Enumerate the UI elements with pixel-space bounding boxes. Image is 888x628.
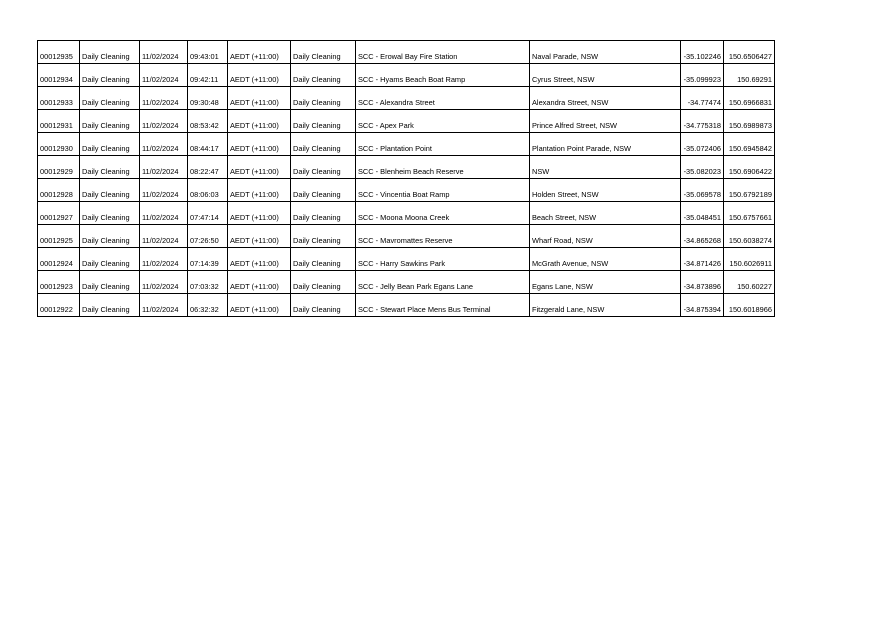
address-cell: Naval Parade, NSW [530,41,681,64]
time-cell: 09:30:48 [188,87,228,110]
category-cell: Daily Cleaning [80,248,140,271]
location-name-cell: SCC - Mavromattes Reserve [356,225,530,248]
category-cell: Daily Cleaning [80,225,140,248]
table-row [38,202,775,225]
task-cell: Daily Cleaning [291,271,356,294]
latitude-cell: -35.099923 [681,64,724,87]
location-name-cell: SCC - Stewart Place Mens Bus Terminal [356,294,530,317]
longitude-cell: 150.6966831 [724,87,775,110]
task-cell: Daily Cleaning [291,294,356,317]
category-cell: Daily Cleaning [80,110,140,133]
longitude-cell: 150.6989873 [724,110,775,133]
record-id-cell: 00012925 [38,225,80,248]
task-cell: Daily Cleaning [291,179,356,202]
location-name-cell: SCC - Jelly Bean Park Egans Lane [356,271,530,294]
time-cell: 08:06:03 [188,179,228,202]
table-row [38,110,775,133]
address-cell: Egans Lane, NSW [530,271,681,294]
category-cell: Daily Cleaning [80,179,140,202]
date-cell: 11/02/2024 [140,110,188,133]
category-cell: Daily Cleaning [80,271,140,294]
table-row [38,87,775,110]
task-cell: Daily Cleaning [291,110,356,133]
table-row [38,248,775,271]
task-cell: Daily Cleaning [291,41,356,64]
timezone-cell: AEDT (+11:00) [228,248,291,271]
location-name-cell: SCC - Blenheim Beach Reserve [356,156,530,179]
address-cell: NSW [530,156,681,179]
record-id-cell: 00012922 [38,294,80,317]
record-id-cell: 00012928 [38,179,80,202]
time-cell: 09:43:01 [188,41,228,64]
record-id-cell: 00012934 [38,64,80,87]
timezone-cell: AEDT (+11:00) [228,179,291,202]
longitude-cell: 150.6945842 [724,133,775,156]
latitude-cell: -34.775318 [681,110,724,133]
time-cell: 08:22:47 [188,156,228,179]
latitude-cell: -34.871426 [681,248,724,271]
date-cell: 11/02/2024 [140,225,188,248]
longitude-cell: 150.69291 [724,64,775,87]
date-cell: 11/02/2024 [140,294,188,317]
latitude-cell: -35.072406 [681,133,724,156]
latitude-cell: -35.048451 [681,202,724,225]
address-cell: Wharf Road, NSW [530,225,681,248]
timezone-cell: AEDT (+11:00) [228,64,291,87]
longitude-cell: 150.6026911 [724,248,775,271]
table-row [38,156,775,179]
date-cell: 11/02/2024 [140,41,188,64]
time-cell: 07:47:14 [188,202,228,225]
table-row [38,225,775,248]
table-row [38,64,775,87]
record-id-cell: 00012929 [38,156,80,179]
timezone-cell: AEDT (+11:00) [228,271,291,294]
time-cell: 08:44:17 [188,133,228,156]
category-cell: Daily Cleaning [80,202,140,225]
longitude-cell: 150.6018966 [724,294,775,317]
record-id-cell: 00012924 [38,248,80,271]
location-name-cell: SCC - Vincentia Boat Ramp [356,179,530,202]
timezone-cell: AEDT (+11:00) [228,225,291,248]
date-cell: 11/02/2024 [140,179,188,202]
category-cell: Daily Cleaning [80,87,140,110]
address-cell: Plantation Point Parade, NSW [530,133,681,156]
address-cell: Alexandra Street, NSW [530,87,681,110]
table-row [38,41,775,64]
task-cell: Daily Cleaning [291,248,356,271]
latitude-cell: -34.873896 [681,271,724,294]
longitude-cell: 150.6906422 [724,156,775,179]
latitude-cell: -35.082023 [681,156,724,179]
time-cell: 08:53:42 [188,110,228,133]
location-name-cell: SCC - Plantation Point [356,133,530,156]
record-id-cell: 00012931 [38,110,80,133]
table-row [38,271,775,294]
latitude-cell: -34.865268 [681,225,724,248]
date-cell: 11/02/2024 [140,64,188,87]
address-cell: Holden Street, NSW [530,179,681,202]
record-id-cell: 00012933 [38,87,80,110]
task-cell: Daily Cleaning [291,156,356,179]
record-id-cell: 00012930 [38,133,80,156]
location-name-cell: SCC - Apex Park [356,110,530,133]
longitude-cell: 150.6038274 [724,225,775,248]
latitude-cell: -34.77474 [681,87,724,110]
task-cell: Daily Cleaning [291,133,356,156]
task-cell: Daily Cleaning [291,87,356,110]
category-cell: Daily Cleaning [80,156,140,179]
date-cell: 11/02/2024 [140,133,188,156]
task-cell: Daily Cleaning [291,225,356,248]
record-id-cell: 00012927 [38,202,80,225]
record-id-cell: 00012923 [38,271,80,294]
address-cell: Beach Street, NSW [530,202,681,225]
table-row [38,179,775,202]
location-name-cell: SCC - Erowal Bay Fire Station [356,41,530,64]
category-cell: Daily Cleaning [80,41,140,64]
latitude-cell: -34.875394 [681,294,724,317]
address-cell: Cyrus Street, NSW [530,64,681,87]
timezone-cell: AEDT (+11:00) [228,202,291,225]
table-row [38,294,775,317]
location-name-cell: SCC - Alexandra Street [356,87,530,110]
cleaning-log-table [37,40,775,317]
date-cell: 11/02/2024 [140,87,188,110]
longitude-cell: 150.6792189 [724,179,775,202]
timezone-cell: AEDT (+11:00) [228,110,291,133]
timezone-cell: AEDT (+11:00) [228,133,291,156]
task-cell: Daily Cleaning [291,202,356,225]
date-cell: 11/02/2024 [140,248,188,271]
timezone-cell: AEDT (+11:00) [228,294,291,317]
date-cell: 11/02/2024 [140,156,188,179]
category-cell: Daily Cleaning [80,294,140,317]
task-cell: Daily Cleaning [291,64,356,87]
time-cell: 07:26:50 [188,225,228,248]
time-cell: 09:42:11 [188,64,228,87]
location-name-cell: SCC - Hyams Beach Boat Ramp [356,64,530,87]
category-cell: Daily Cleaning [80,133,140,156]
longitude-cell: 150.6757661 [724,202,775,225]
longitude-cell: 150.60227 [724,271,775,294]
latitude-cell: -35.069578 [681,179,724,202]
latitude-cell: -35.102246 [681,41,724,64]
address-cell: McGrath Avenue, NSW [530,248,681,271]
longitude-cell: 150.6506427 [724,41,775,64]
timezone-cell: AEDT (+11:00) [228,41,291,64]
time-cell: 07:03:32 [188,271,228,294]
date-cell: 11/02/2024 [140,271,188,294]
table-row [38,133,775,156]
record-id-cell: 00012935 [38,41,80,64]
address-cell: Prince Alfred Street, NSW [530,110,681,133]
timezone-cell: AEDT (+11:00) [228,156,291,179]
date-cell: 11/02/2024 [140,202,188,225]
time-cell: 06:32:32 [188,294,228,317]
timezone-cell: AEDT (+11:00) [228,87,291,110]
category-cell: Daily Cleaning [80,64,140,87]
address-cell: Fitzgerald Lane, NSW [530,294,681,317]
location-name-cell: SCC - Moona Moona Creek [356,202,530,225]
location-name-cell: SCC - Harry Sawkins Park [356,248,530,271]
time-cell: 07:14:39 [188,248,228,271]
